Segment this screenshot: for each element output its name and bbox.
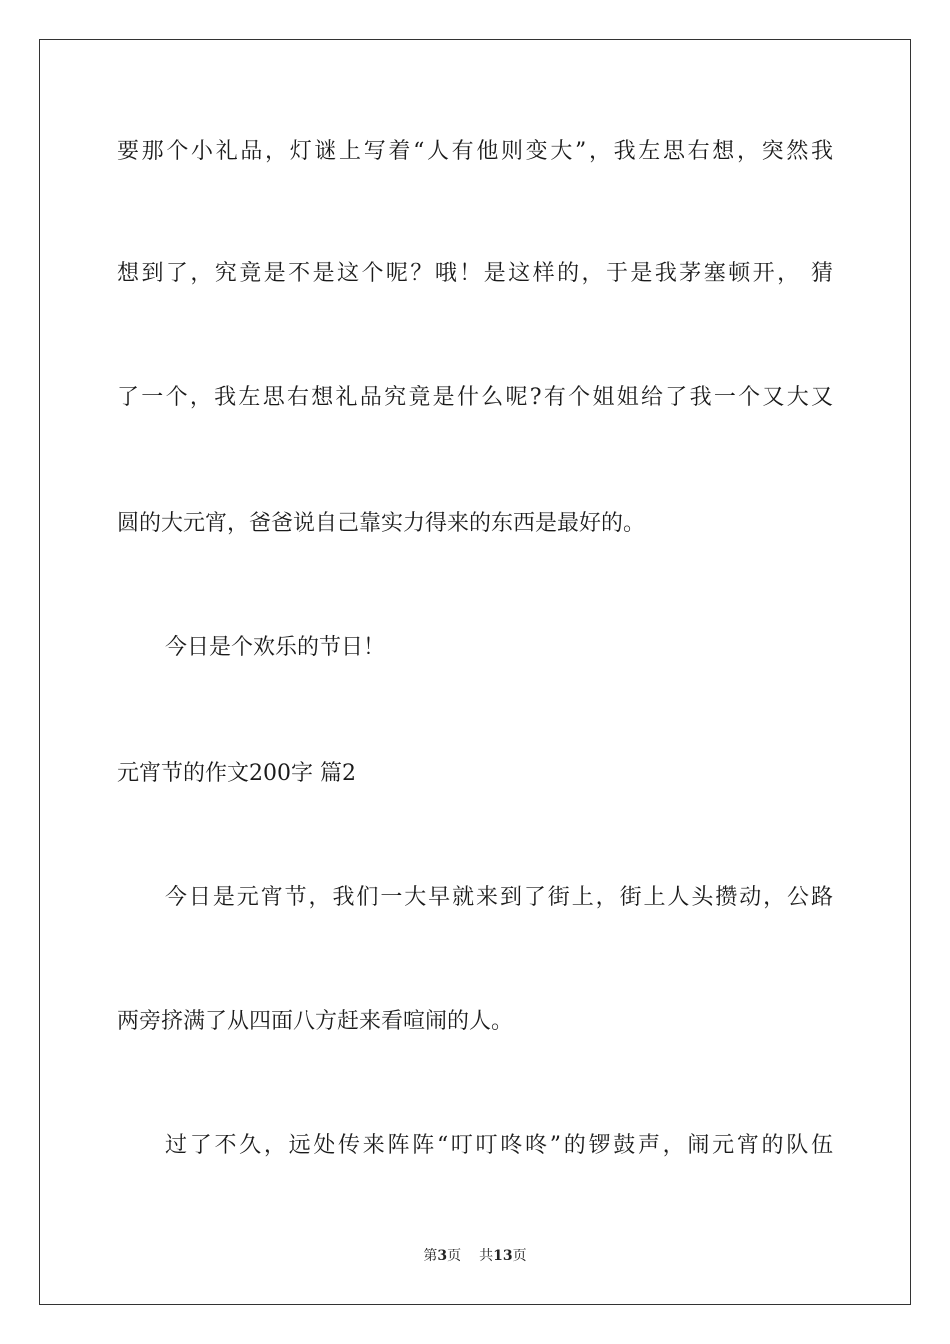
body-line-9: 过了不久，远处传来阵阵“叮叮咚咚”的锣鼓声，闹元宵的队伍 (165, 1133, 833, 1158)
page-number: 3 (437, 1248, 448, 1264)
page-border (39, 39, 911, 1305)
paragraph-short: 今日是个欢乐的节日！ (165, 635, 386, 660)
body-line-1: 要那个小礼品，灯谜上写着“人有他则变大”，我左思右想，突然我 (117, 139, 833, 164)
body-line-3: 了一个，我左思右想礼品究竟是什么呢?有个姐姐给了我一个又大又 (117, 385, 833, 410)
total-prefix: 共 (479, 1248, 494, 1264)
body-line-8: 两旁挤满了从四面八方赶来看喧闹的人。 (117, 1009, 514, 1034)
section-heading: 元宵节的作文200字 篇2 (117, 761, 356, 786)
page-suffix: 页 (447, 1248, 462, 1264)
body-line-7: 今日是元宵节，我们一大早就来到了街上，街上人头攒动，公路 (165, 885, 833, 910)
total-pages: 13 (493, 1248, 513, 1264)
total-suffix: 页 (512, 1248, 527, 1264)
page-footer (0, 1247, 950, 1265)
body-line-4: 圆的大元宵，爸爸说自己靠实力得来的东西是最好的。 (117, 511, 646, 536)
body-line-2: 想到了，究竟是不是这个呢？哦！是这样的，于是我茅塞顿开， 猜 (117, 261, 833, 286)
page-prefix: 第 (423, 1248, 438, 1264)
